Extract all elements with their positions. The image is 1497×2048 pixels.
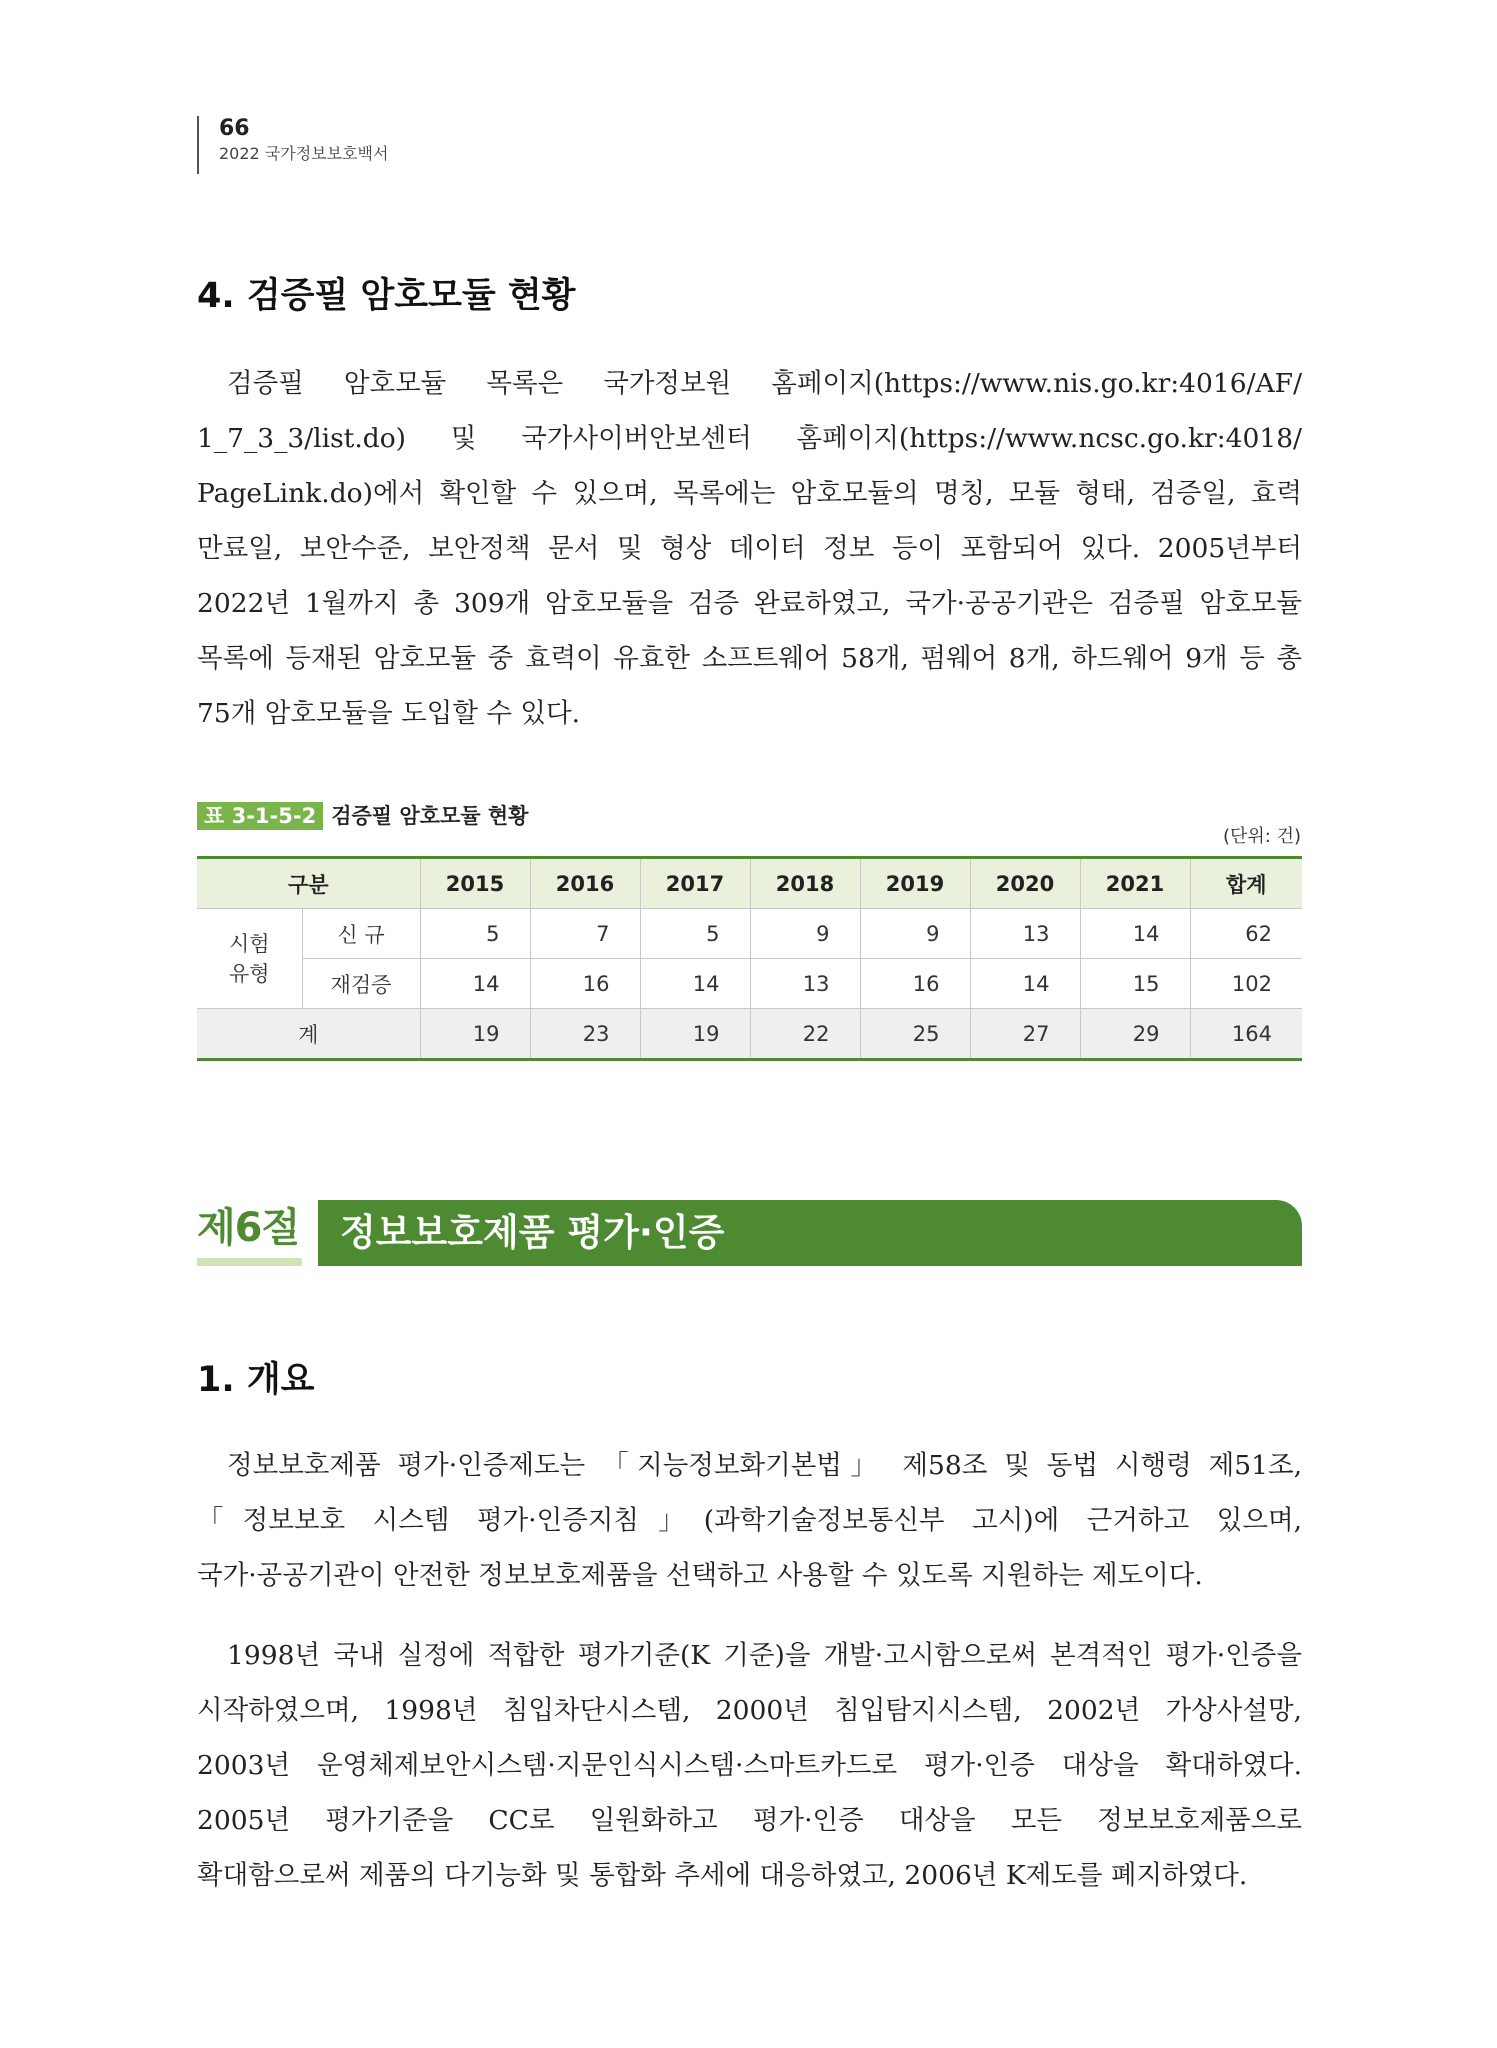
data-table	[197, 856, 1302, 1061]
header-cell: 2021	[1080, 858, 1190, 909]
table-cell: 16	[860, 959, 970, 1009]
table-cell: 5	[640, 909, 750, 959]
table-cell: 9	[750, 909, 860, 959]
page-header	[197, 116, 388, 174]
text-line: 확대함으로써 제품의 다기능화 및 통합화 추세에 대응하였고, 2006년 K제도를 폐지하였다.	[197, 1860, 1248, 1891]
row-label: 신 규	[302, 909, 420, 959]
table-cell: 13	[970, 909, 1080, 959]
table-cell: 62	[1190, 909, 1302, 959]
text-line: 만료일, 보안수준, 보안정책 문서 및 형상 데이터 정보 등이 포함되어 있다. 2005년부터	[197, 533, 1302, 564]
group-label: 시험 유형	[197, 909, 302, 1009]
text-line: 1_7_3_3/list.do) 및 국가사이버안보센터 홈페이지(https://www.ncsc.go.kr:4018/	[197, 423, 1302, 454]
text-line: 2005년 평가기준을 CC로 일원화하고 평가·인증 대상을 모든 정보보호제품으로	[197, 1805, 1302, 1836]
table-cell: 19	[640, 1009, 750, 1060]
row-label: 재검증	[302, 959, 420, 1009]
table-cell: 22	[750, 1009, 860, 1060]
table-number-badge: 표 3-1-5-2	[197, 802, 323, 830]
table-cell: 9	[860, 909, 970, 959]
table-cell: 14	[970, 959, 1080, 1009]
table-cell: 102	[1190, 959, 1302, 1009]
text-line: 2022년 1월까지 총 309개 암호모듈을 검증 완료하였고, 국가·공공기관은 검증필 암호모듈	[197, 588, 1302, 619]
header-cell: 2020	[970, 858, 1080, 909]
table-cell: 164	[1190, 1009, 1302, 1060]
page-number: 66	[219, 116, 250, 141]
text-line: 1998년 국내 실정에 적합한 평가기준(K 기준)을 개발·고시함으로써 본격적인 평가·인증을	[227, 1640, 1302, 1671]
text-line: 2003년 운영체제보안시스템·지문인식시스템·스마트카드로 평가·인증 대상을 확대하였다.	[197, 1750, 1302, 1781]
table-cell: 15	[1080, 959, 1190, 1009]
table-header-row	[197, 858, 1302, 909]
table-cell: 14	[1080, 909, 1190, 959]
section4-paragraph	[197, 356, 1302, 741]
text-line: 「정보보호 시스템 평가·인증지침」(과학기술정보통신부 고시)에 근거하고 있으며,	[197, 1505, 1302, 1536]
text-line: PageLink.do)에서 확인할 수 있으며, 목록에는 암호모듈의 명칭, 모듈 형태, 검증일, 효력	[197, 478, 1302, 509]
chapter-label: 제6절	[197, 1205, 300, 1251]
section-heading: 1. 개요	[197, 1360, 315, 1400]
table-unit: (단위: 건)	[1223, 826, 1301, 847]
total-label: 계	[197, 1009, 420, 1060]
header-cell: 2016	[530, 858, 640, 909]
table-caption	[197, 800, 528, 830]
table-cell: 13	[750, 959, 860, 1009]
header-cell: 2019	[860, 858, 970, 909]
table-row	[197, 909, 1302, 959]
header-cell: 2017	[640, 858, 750, 909]
chapter-label-underline	[197, 1258, 302, 1266]
table-cell: 25	[860, 1009, 970, 1060]
table-cell: 7	[530, 909, 640, 959]
table-cell: 27	[970, 1009, 1080, 1060]
header-cell: 합계	[1190, 858, 1302, 909]
table-cell: 19	[420, 1009, 530, 1060]
table-cell: 16	[530, 959, 640, 1009]
text-line: 75개 암호모듈을 도입할 수 있다.	[197, 698, 581, 729]
table-row	[197, 959, 1302, 1009]
text-line: 목록에 등재된 암호모듈 중 효력이 유효한 소프트웨어 58개, 펌웨어 8개, 하드웨어 9개 등 총	[197, 643, 1302, 674]
table-cell: 29	[1080, 1009, 1190, 1060]
table-cell: 5	[420, 909, 530, 959]
section1-paragraph-1	[197, 1438, 1302, 1603]
chapter-title: 정보보호제품 평가·인증	[340, 1211, 725, 1254]
book-title: 2022 국가정보보호백서	[219, 144, 389, 163]
text-line: 시작하였으며, 1998년 침입차단시스템, 2000년 침입탐지시스템, 2002년 가상사설망,	[197, 1695, 1302, 1726]
section1-paragraph-2	[197, 1628, 1302, 1903]
text-line: 국가·공공기관이 안전한 정보보호제품을 선택하고 사용할 수 있도록 지원하는 제도이다.	[197, 1560, 1203, 1591]
header-cell: 2015	[420, 858, 530, 909]
table-title: 검증필 암호모듈 현황	[331, 804, 529, 828]
table-cell: 14	[420, 959, 530, 1009]
table-cell: 14	[640, 959, 750, 1009]
table-total-row	[197, 1009, 1302, 1060]
header-cell: 구분	[197, 858, 420, 909]
header-cell: 2018	[750, 858, 860, 909]
table-cell: 23	[530, 1009, 640, 1060]
section-heading: 4. 검증필 암호모듈 현황	[197, 276, 576, 316]
text-line: 검증필 암호모듈 목록은 국가정보원 홈페이지(https://www.nis.go.kr:4016/AF/	[227, 368, 1302, 399]
text-line: 정보보호제품 평가·인증제도는 「지능정보화기본법」 제58조 및 동법 시행령 제51조,	[227, 1450, 1302, 1481]
